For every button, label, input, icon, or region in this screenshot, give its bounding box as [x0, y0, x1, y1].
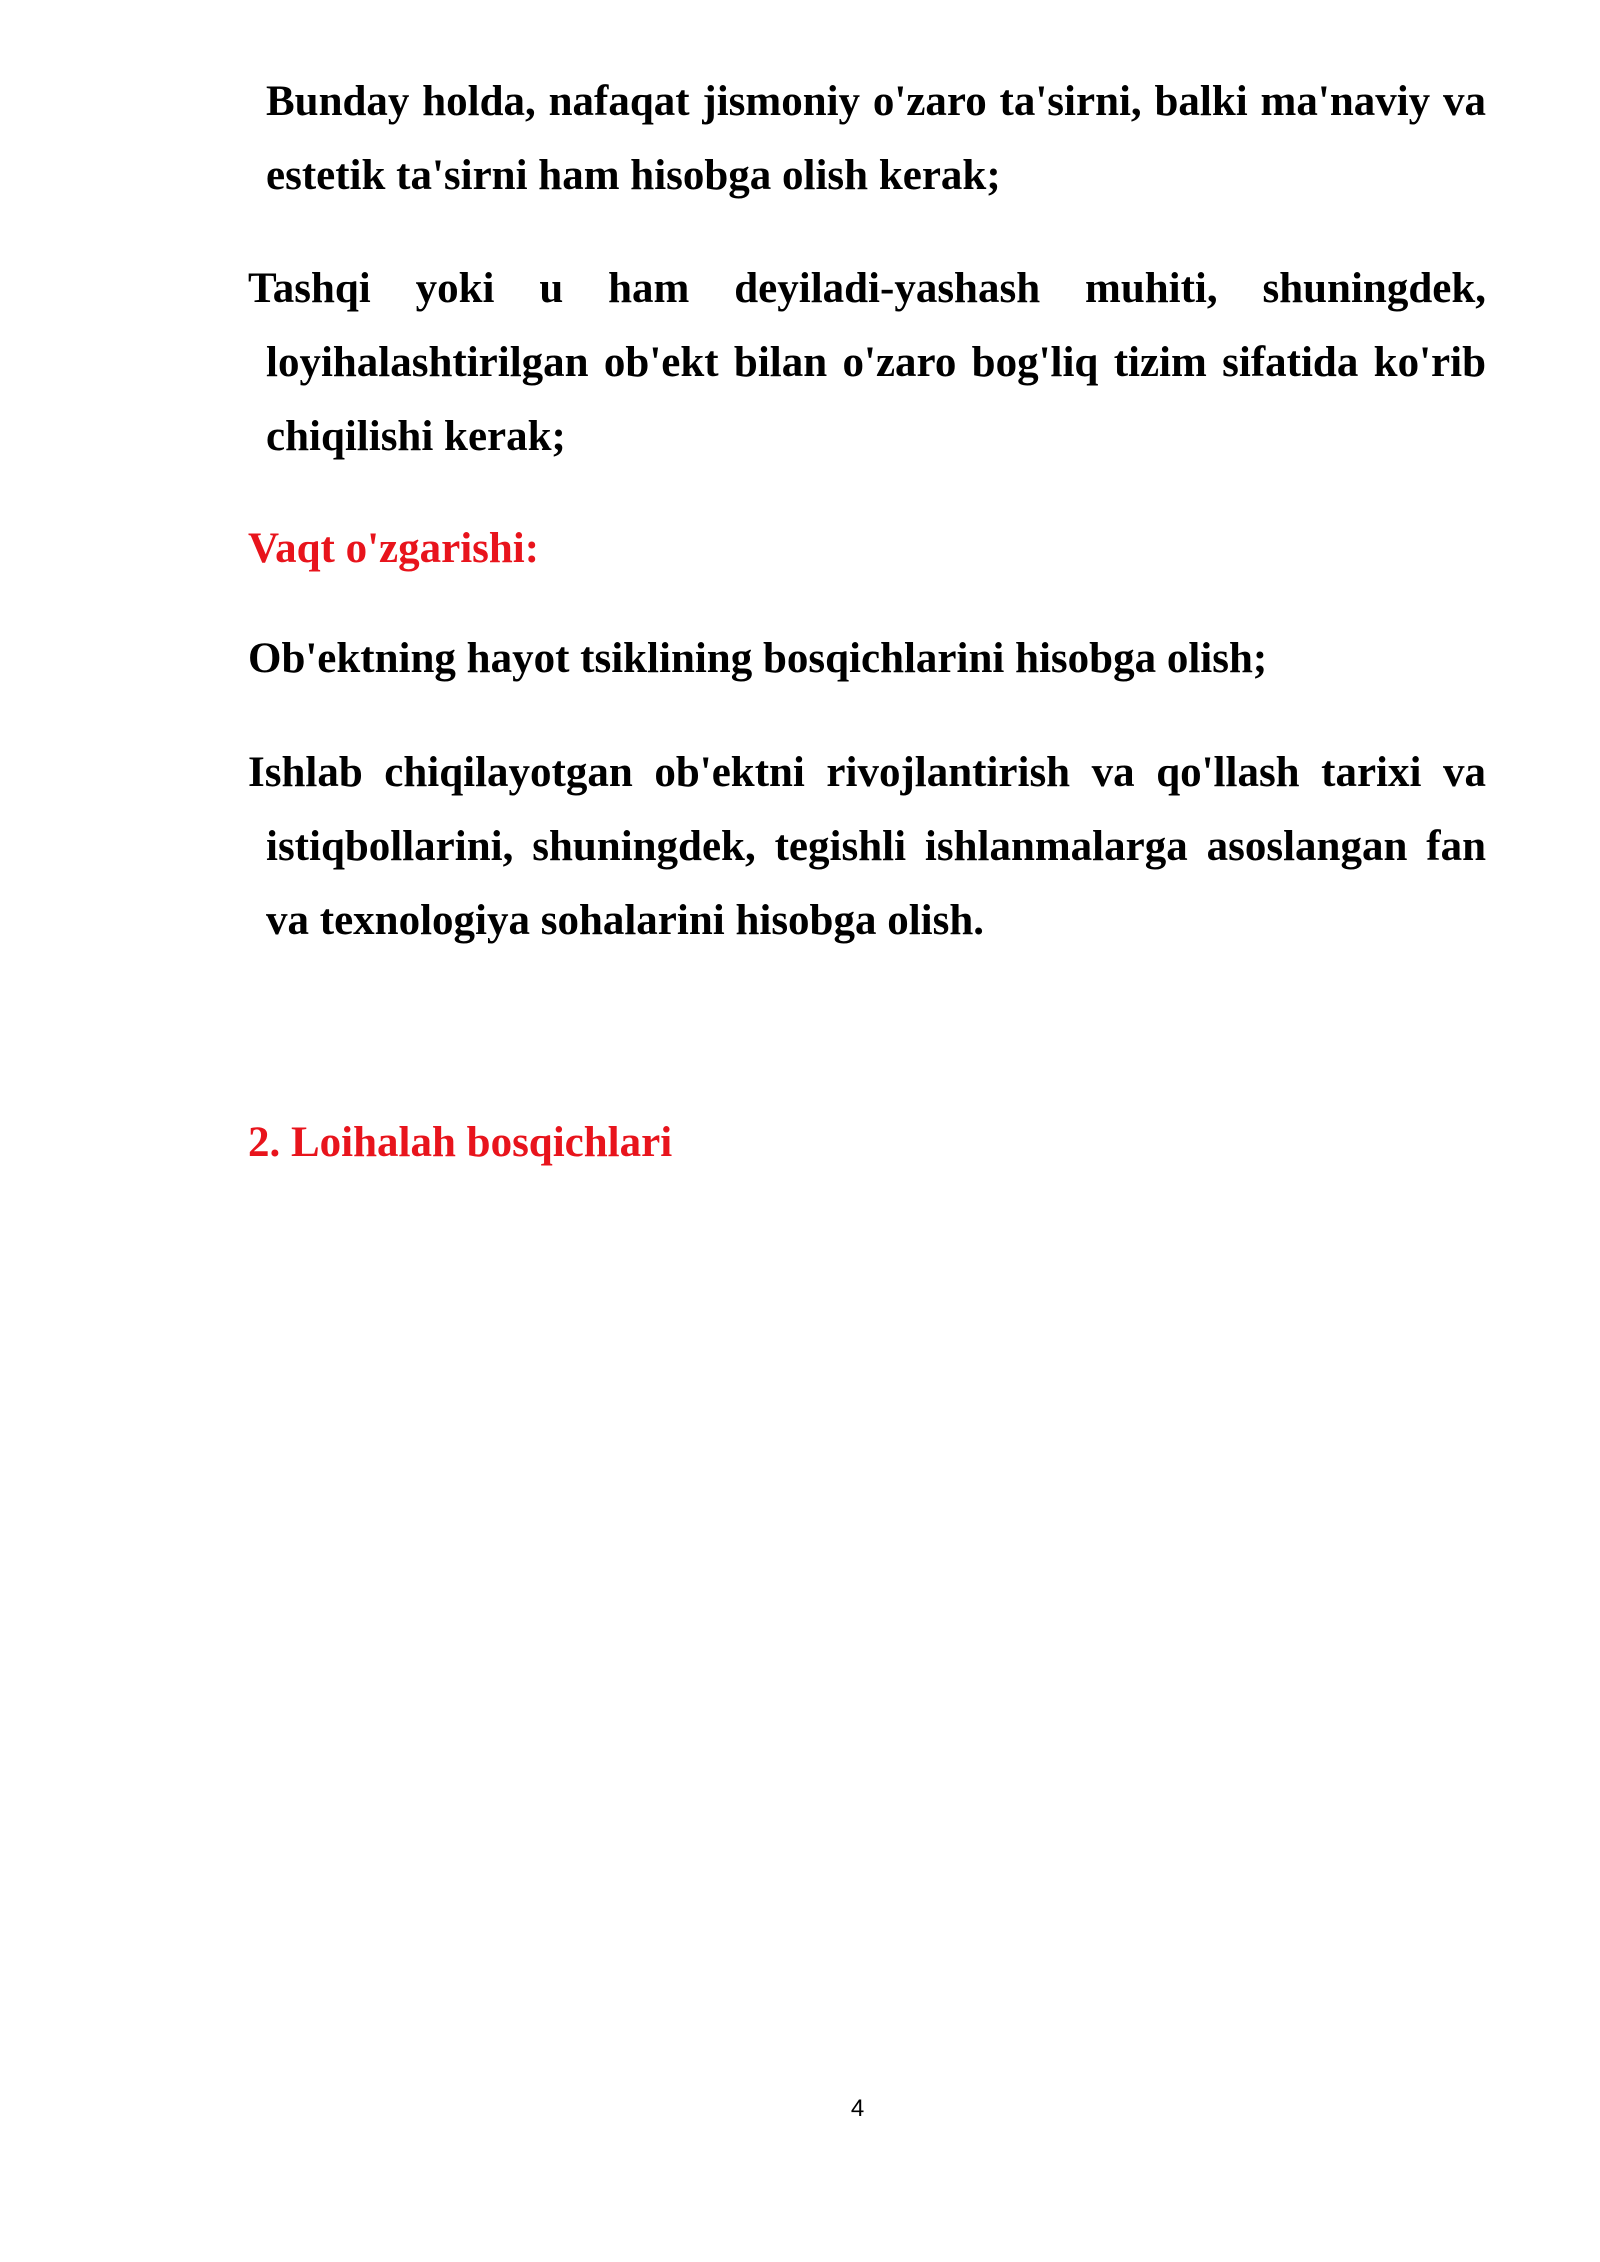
heading-time-change: Vaqt o'zgarishi:	[248, 525, 540, 572]
heading-design-stages: 2. Loihalah bosqichlari	[248, 1119, 673, 1166]
paragraph-life-cycle: Ob'ektning hayot tsiklining bosqichlarini hisobga olish;	[248, 635, 1268, 682]
paragraph-history-prospects: Ishlab chiqilayotgan ob'ektni rivojlantirish va qo'llash tarixi va istiqbollarini, shuningdek, tegishli ishlanmalarga asoslangan fan va texnologiya sohalarini hisobga olish.	[248, 749, 1486, 944]
page-number: 4	[850, 2095, 865, 2122]
paragraph-moral-aesthetic: Bunday holda, nafaqat jismoniy o'zaro ta'sirni, balki ma'naviy va estetik ta'sirni ham hisobga olish kerak;	[266, 78, 1486, 199]
paragraph-external-environment: Tashqi yoki u ham deyiladi-yashash muhiti, shuningdek, loyihalashtirilgan ob'ekt bilan o'zaro bog'liq tizim sifatida ko'rib chiqilishi kerak;	[248, 265, 1486, 460]
